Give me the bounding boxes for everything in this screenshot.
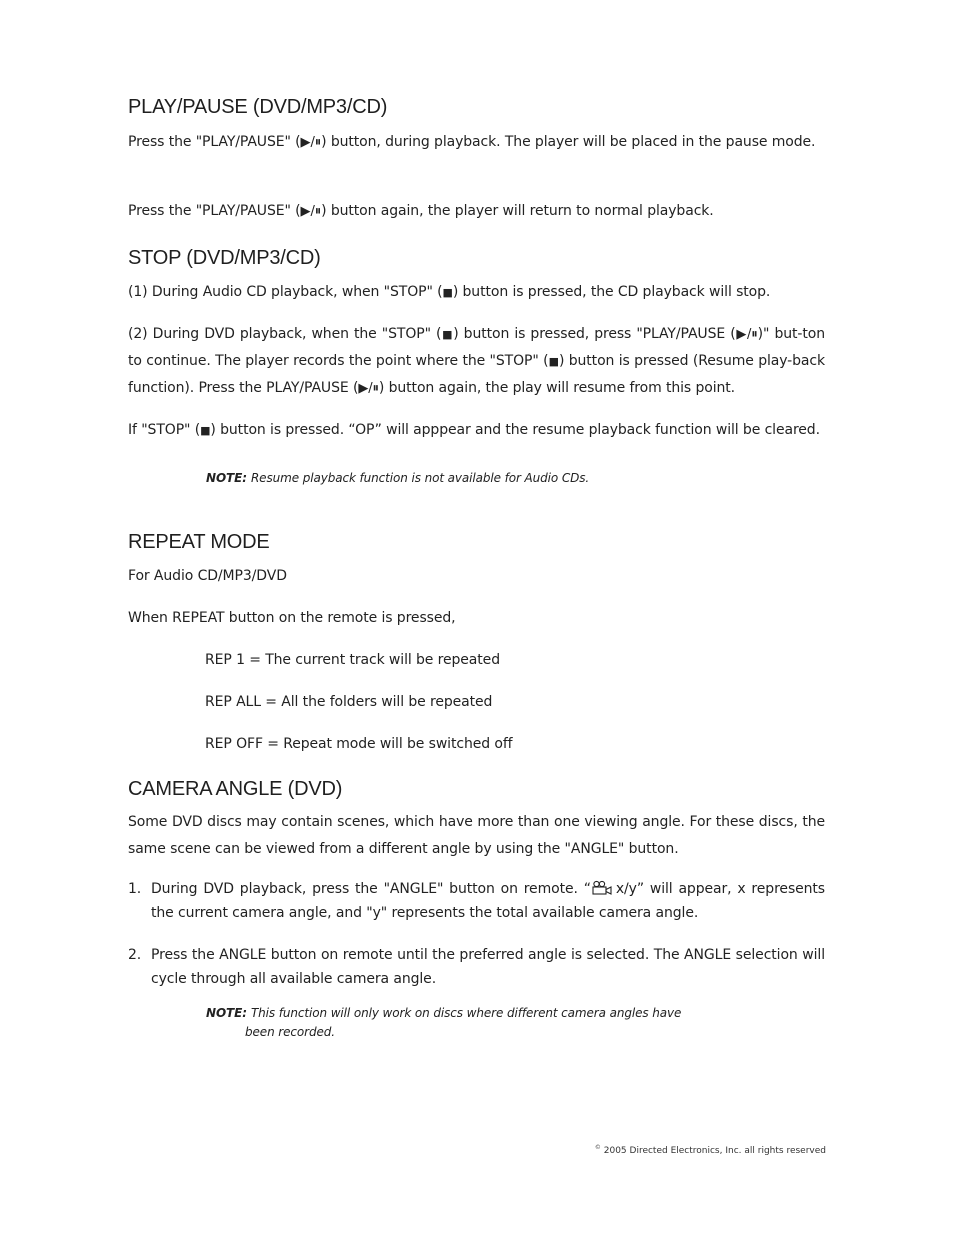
list-number: 1.: [128, 881, 142, 897]
repeat-option-rep-1: REP 1 = The current track will be repeated: [205, 652, 500, 668]
stop-icon: ■: [200, 424, 211, 437]
stop-paragraph-3: If "STOP" (■) button is pressed. “OP” will apppear and the resume playback function will be cleared.: [128, 422, 820, 438]
camera-angle-step-1: 1. During DVD playback, press the "ANGLE" button on remote. “ x/y” will appear, x represents the current camera angle, and "y" represents the total available camera angle.: [128, 877, 825, 925]
play-pause-icon: ▶/⏸: [300, 135, 322, 150]
play-pause-icon: ▶/⏸: [735, 327, 758, 342]
repeat-option-rep-all: REP ALL = All the folders will be repeated: [205, 694, 493, 710]
play-pause-heading: PLAY/PAUSE (DVD/MP3/CD): [128, 96, 388, 118]
copyright-footer: © 2005 Directed Electronics, Inc. all rights reserved: [594, 1144, 826, 1156]
copyright-symbol: ©: [594, 1144, 601, 1151]
stop-icon: ■: [442, 286, 453, 299]
repeat-intro: When REPEAT button on the remote is pressed,: [128, 610, 456, 626]
stop-paragraph-2: (2) During DVD playback, when the "STOP" (■) button is pressed, press "PLAY/PAUSE (▶/⏸)" but-ton to continue. The player records the point where the "STOP" (■) button is pressed (Resume play-back function). Press the PLAY/PAUSE (▶/⏸) button again, the play will resume from this point.: [128, 326, 826, 396]
stop-note: NOTE: Resume playback function is not available for Audio CDs.: [206, 471, 590, 485]
repeat-heading: REPEAT MODE: [128, 531, 270, 553]
note-label: NOTE:: [206, 1006, 247, 1020]
play-pause-icon: ▶/⏸: [300, 204, 322, 219]
stop-heading: STOP (DVD/MP3/CD): [128, 247, 321, 269]
camera-angle-step-2: 2. Press the ANGLE button on remote until the preferred angle is selected. The ANGLE selection will cycle through all available camera angle.: [128, 943, 825, 991]
list-number: 2.: [128, 947, 142, 963]
camera-angle-icon: [591, 880, 613, 896]
camera-angle-note-continued: been recorded.: [245, 1025, 336, 1039]
repeat-option-rep-off: REP OFF = Repeat mode will be switched off: [205, 736, 513, 752]
stop-paragraph-1: (1) During Audio CD playback, when "STOP" (■) button is pressed, the CD playback will stop.: [128, 284, 771, 300]
camera-angle-paragraph: Some DVD discs may contain scenes, which have more than one viewing angle. For these discs, the same scene can be viewed from a different angle by using the "ANGLE" button.: [128, 814, 825, 857]
play-pause-icon: ▶/⏸: [358, 381, 379, 396]
camera-angle-heading: CAMERA ANGLE (DVD): [128, 778, 343, 800]
stop-icon: ■: [441, 328, 454, 341]
note-label: NOTE:: [206, 471, 247, 485]
camera-angle-note: NOTE: This function will only work on discs where different camera angles have: [206, 1006, 682, 1020]
repeat-subheading: For Audio CD/MP3/DVD: [128, 568, 287, 584]
play-pause-paragraph-2: Press the "PLAY/PAUSE" (▶/⏸) button again, the player will return to normal playback.: [128, 203, 714, 219]
stop-icon: ■: [548, 355, 559, 368]
play-pause-paragraph-1: Press the "PLAY/PAUSE" (▶/⏸) button, during playback. The player will be placed in the pause mode.: [128, 134, 816, 150]
